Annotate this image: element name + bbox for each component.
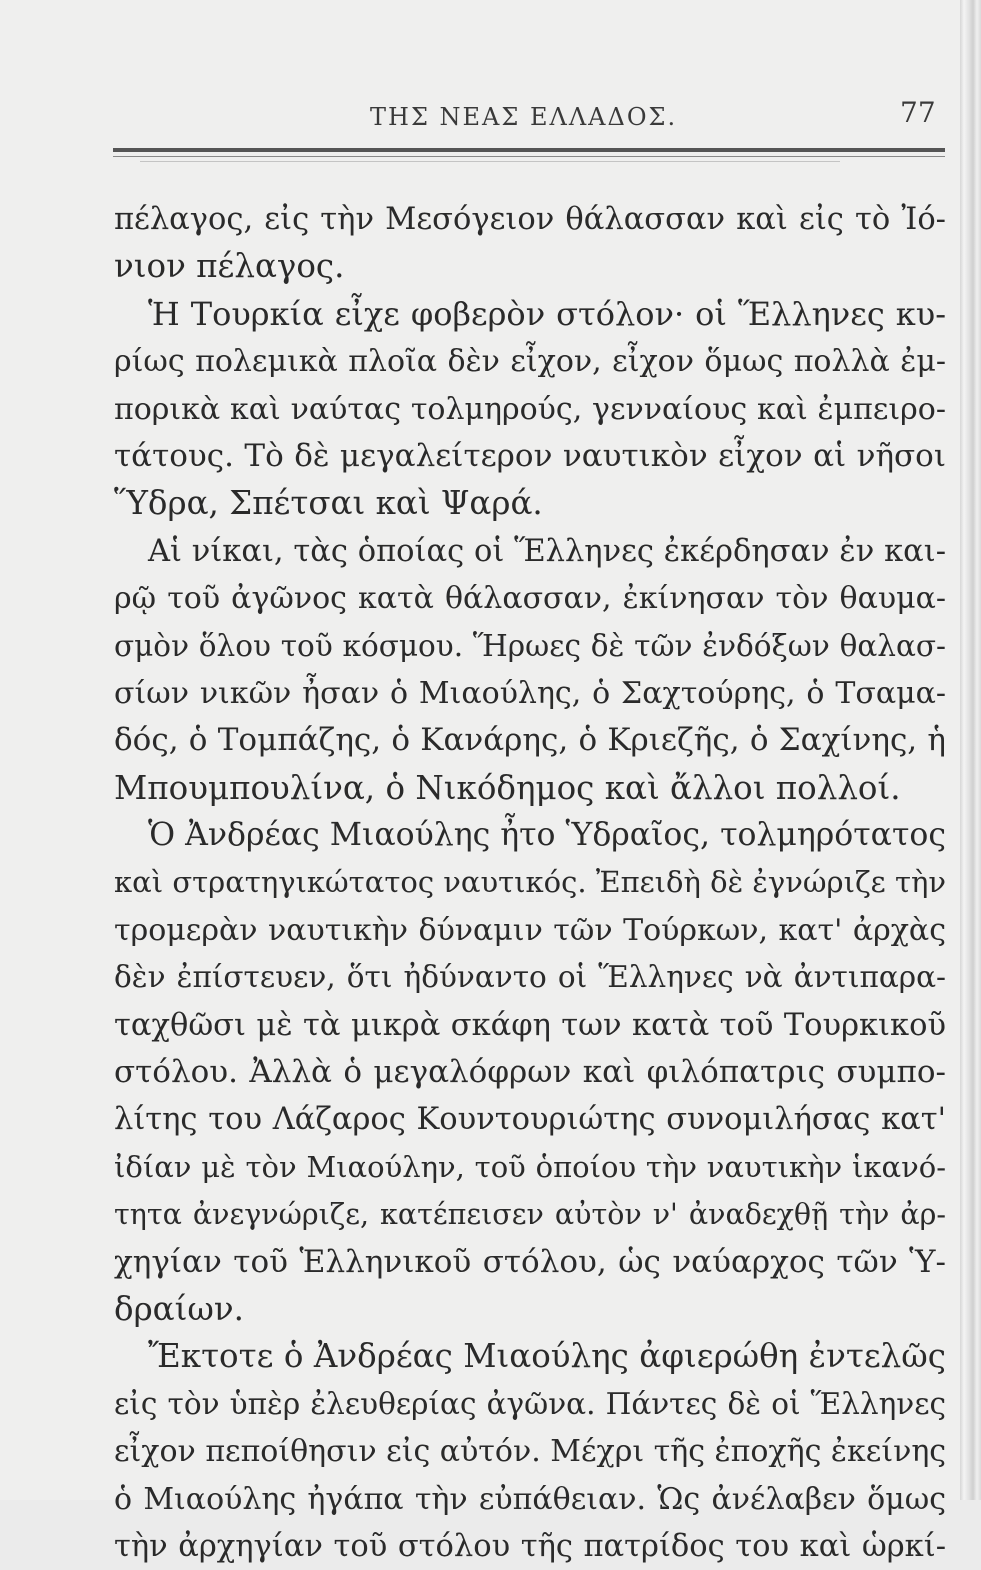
text-line: πέλαγος, εἰς τὴν Μεσόγειον θάλασσαν καὶ εἰς τὸ Ἰό-: [114, 202, 946, 237]
text-line: τάτους. Τὸ δὲ μεγαλείτερον ναυτικὸν εἶχον αἱ νῆσοι: [114, 437, 946, 474]
text-line: ἰδίαν μὲ τὸν Μιαούλην, τοῦ ὁποίου τὴν ναυτικὴν ἱκανό-: [114, 1149, 946, 1184]
text-line: σίων νικῶν ἦσαν ὁ Μιαούλης, ὁ Σαχτούρης, ὁ Τσαμα-: [114, 675, 946, 711]
text-line: τὴν ἀρχηγίαν τοῦ στόλου τῆς πατρίδος του καὶ ὡρκί-: [114, 1528, 946, 1564]
text-line: δραίων.: [114, 1289, 244, 1328]
text-line: νιον πέλαγος.: [114, 247, 345, 286]
text-line: Ὕδρα, Σπέτσαι καὶ Ψαρά.: [114, 484, 543, 523]
text-line: εἶχον πεποίθησιν εἰς αὐτόν. Μέχρι τῆς ἐποχῆς ἐκείνης: [114, 1434, 946, 1470]
text-line: ρῷ τοῦ ἀγῶνος κατὰ θάλασσαν, ἐκίνησαν τὸν θαυμα-: [114, 581, 946, 617]
text-line: Ὁ Ἀνδρέας Μιαούλης ἦτο Ὑδραῖος, τολμηρότατος: [148, 817, 946, 854]
text-line: τρομερὰν ναυτικὴν δύναμιν τῶν Τούρκων, κατ' ἀρχὰς: [114, 912, 946, 948]
body-text: [114, 196, 946, 1570]
text-line: σμὸν ὅλου τοῦ κόσμου. Ἥρωες δὲ τῶν ἐνδόξων θαλασ-: [114, 628, 946, 663]
text-line: ὁ Μιαούλης ἠγάπα τὴν εὐπάθειαν. Ὡς ἀνέλαβεν ὅμως: [114, 1481, 946, 1517]
text-line: Μπουμπουλίνα, ὁ Νικόδημος καὶ ἄλλοι πολλοί.: [114, 768, 901, 807]
text-line: εἰς τὸν ὑπὲρ ἐλευθερίας ἀγῶνα. Πάντες δὲ οἱ Ἕλληνες: [114, 1386, 946, 1421]
header-rule-faint: [140, 161, 840, 162]
text-line: πορικὰ καὶ ναύτας τολμηρούς, γενναίους καὶ ἐμπειρο-: [114, 391, 946, 427]
text-line: λίτης του Λάζαρος Κουντουριώτης συνομιλήσας κατ': [114, 1102, 946, 1138]
text-line: καὶ στρατηγικώτατος ναυτικός. Ἐπειδὴ δὲ ἐγνώριζε τὴν: [114, 865, 946, 900]
text-line: Ἔκτοτε ὁ Ἀνδρέας Μιαούλης ἀφιερώθη ἐντελῶς: [148, 1337, 946, 1376]
text-line: Αἱ νίκαι, τὰς ὁποίας οἱ Ἕλληνες ἐκέρδησαν ἐν και-: [148, 533, 946, 569]
text-line: στόλου. Ἀλλὰ ὁ μεγαλόφρων καὶ φιλόπατρις συμπο-: [114, 1054, 946, 1091]
page-number: 77: [900, 96, 936, 129]
running-head: ΤΗΣ ΝΕΑΣ ΕΛΛΑΔΟΣ.: [370, 103, 678, 131]
text-line: τητα ἀνεγνώριζε, κατέπεισεν αὐτὸν ν' ἀναδεχθῇ τὴν ἀρ-: [114, 1198, 946, 1232]
text-line: χηγίαν τοῦ Ἑλληνικοῦ στόλου, ὡς ναύαρχος τῶν Ὑ-: [114, 1243, 946, 1280]
text-line: δός, ὁ Τομπάζης, ὁ Κανάρης, ὁ Κριεζῆς, ὁ Σαχίνης, ἡ: [114, 722, 946, 759]
text-line: ρίως πολεμικὰ πλοῖα δὲν εἶχον, εἶχον ὅμως πολλὰ ἐμ-: [114, 344, 946, 380]
text-line: Ἡ Τουρκία εἶχε φοβερὸν στόλον· οἱ Ἕλληνες κυ-: [148, 294, 946, 333]
header-rule: [113, 148, 945, 152]
page-edge: [960, 0, 981, 1500]
text-line: δὲν ἐπίστευεν, ὅτι ἠδύναντο οἱ Ἕλληνες νὰ ἀντιπαρα-: [114, 960, 946, 995]
header-rule-thin: [113, 156, 945, 157]
text-line: ταχθῶσι μὲ τὰ μικρὰ σκάφη των κατὰ τοῦ Τουρκικοῦ: [114, 1007, 946, 1043]
